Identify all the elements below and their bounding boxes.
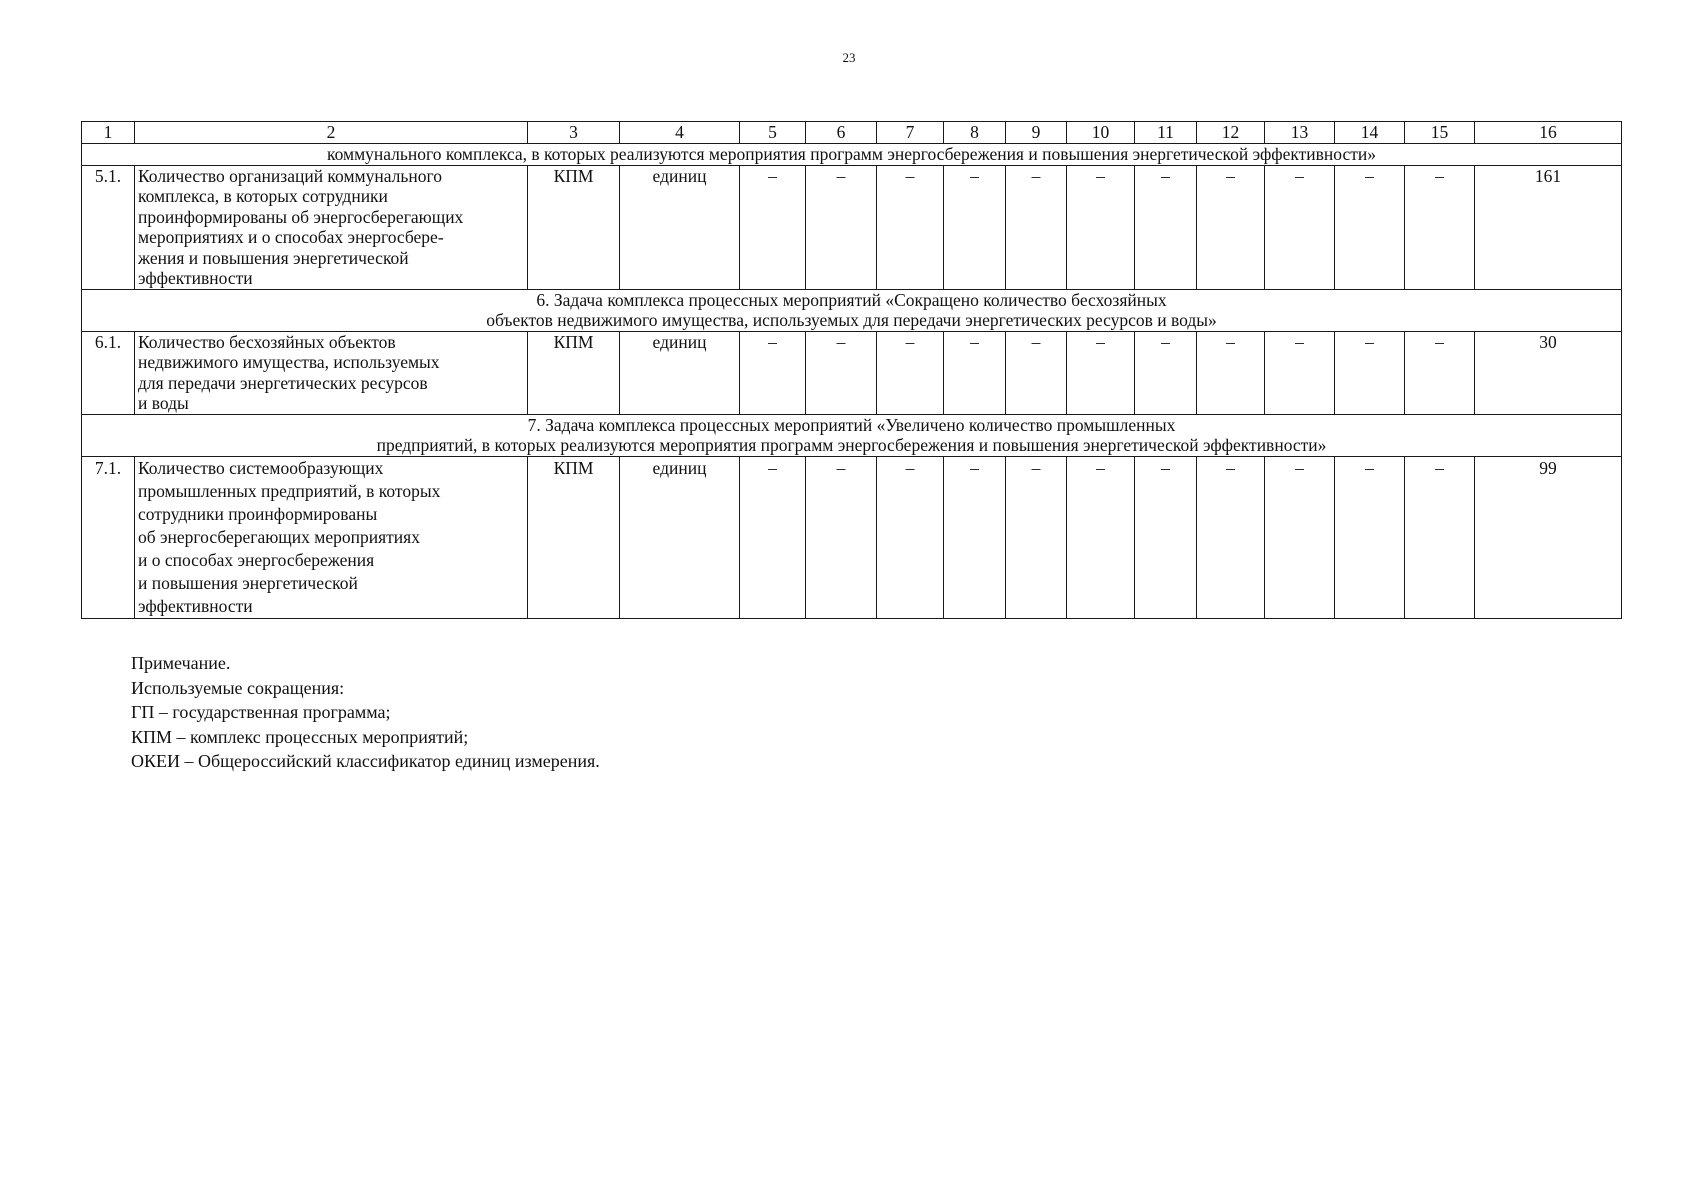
value-cell: – — [1405, 165, 1475, 289]
value-cell: – — [944, 165, 1006, 289]
final-value: 99 — [1475, 456, 1622, 618]
column-number: 13 — [1265, 122, 1335, 144]
indicator-name-line: эффективности — [138, 268, 253, 288]
table-row — [82, 165, 1622, 289]
value-cell: – — [740, 165, 806, 289]
notes-abbreviations-title: Используемые сокращения: — [131, 677, 345, 698]
value-cell: – — [1006, 456, 1067, 618]
section-title-line: объектов недвижимого имущества, используемых для передачи энергетических ресурсов и воды» — [486, 310, 1217, 330]
value-cell: – — [806, 165, 877, 289]
column-number: 2 — [135, 122, 528, 144]
value-cell: – — [877, 331, 944, 414]
table-row — [82, 456, 1622, 618]
column-number: 14 — [1335, 122, 1405, 144]
column-number: 12 — [1197, 122, 1265, 144]
row-number: 7.1. — [82, 456, 135, 618]
indicator-name-line: и повышения энергетической — [138, 572, 358, 593]
value-cell: – — [1197, 456, 1265, 618]
section-row-5 — [82, 144, 1622, 166]
section-title-line: 6. Задача комплекса процессных мероприятий «Сокращено количество бесхозяйных — [536, 289, 1167, 310]
row-number: 5.1. — [82, 165, 135, 289]
final-value: 30 — [1475, 331, 1622, 414]
column-number: 11 — [1135, 122, 1197, 144]
value-cell: – — [944, 331, 1006, 414]
section-title: коммунального комплекса, в которых реализуются мероприятия программ энергосбережения и повышения энергетической эффективности» — [82, 144, 1622, 166]
indicator-name-line: и воды — [138, 393, 189, 413]
unit-of-measure: единиц — [620, 331, 740, 414]
value-cell: – — [1135, 331, 1197, 414]
column-number: 7 — [877, 122, 944, 144]
value-cell: – — [740, 456, 806, 618]
section-title-line: предприятий, в которых реализуются мероприятия программ энергосбережения и повышения энергетической эффективности» — [376, 435, 1327, 455]
section-row-7 — [82, 414, 1622, 456]
table-row — [82, 331, 1622, 414]
section-title — [82, 289, 1622, 331]
value-cell: – — [1006, 331, 1067, 414]
value-cell: – — [1405, 331, 1475, 414]
column-number: 9 — [1006, 122, 1067, 144]
row-number: 6.1. — [82, 331, 135, 414]
unit-of-measure: единиц — [620, 456, 740, 618]
section-row-6 — [82, 289, 1622, 331]
notes-heading: Примечание. — [131, 653, 231, 673]
column-number: 1 — [82, 122, 135, 144]
value-cell: – — [877, 456, 944, 618]
value-cell: – — [1067, 331, 1135, 414]
table-header-row — [82, 122, 1622, 144]
indicator-name-line: об энергосберегающих мероприятиях — [138, 526, 420, 547]
column-number: 4 — [620, 122, 740, 144]
indicator-name-line: и о способах энергосбережения — [138, 549, 375, 570]
value-cell: – — [1197, 165, 1265, 289]
indicator-name-line: проинформированы об энергосберегающих — [138, 206, 464, 227]
notes-block — [131, 651, 600, 774]
indicator-name-line: промышленных предприятий, в которых — [138, 480, 441, 501]
indicator-name-line: комплекса, в которых сотрудники — [138, 186, 388, 206]
value-cell: – — [740, 331, 806, 414]
value-cell: – — [1135, 456, 1197, 618]
indicator-name — [135, 456, 528, 618]
value-cell: – — [1067, 165, 1135, 289]
value-cell: – — [1335, 165, 1405, 289]
column-number: 6 — [806, 122, 877, 144]
column-number: 15 — [1405, 122, 1475, 144]
value-cell: – — [877, 165, 944, 289]
final-value: 161 — [1475, 165, 1622, 289]
indicator-name-line: недвижимого имущества, используемых — [138, 352, 440, 372]
value-cell: – — [1405, 456, 1475, 618]
column-number: 10 — [1067, 122, 1135, 144]
indicator-name — [135, 165, 528, 289]
indicator-name-line: Количество бесхозяйных объектов — [138, 331, 396, 352]
indicator-name-line: эффективности — [138, 595, 253, 616]
value-cell: – — [1197, 331, 1265, 414]
column-number: 3 — [528, 122, 620, 144]
indicator-name-line: сотрудники проинформированы — [138, 503, 378, 524]
value-cell: – — [1067, 456, 1135, 618]
note-abbreviation: КПМ – комплекс процессных мероприятий; — [131, 726, 469, 747]
indicator-type: КПМ — [528, 331, 620, 414]
indicator-name-line: мероприятиях и о способах энергосбере- — [138, 227, 444, 247]
indicator-name-line: для передачи энергетических ресурсов — [138, 372, 428, 393]
section-title-line: 7. Задача комплекса процессных мероприятий «Увеличено количество промышленных — [527, 414, 1176, 435]
column-number: 16 — [1475, 122, 1622, 144]
value-cell: – — [1335, 456, 1405, 618]
indicator-type: КПМ — [528, 165, 620, 289]
page-number: 23 — [842, 50, 856, 65]
value-cell: – — [1006, 165, 1067, 289]
value-cell: – — [1265, 331, 1335, 414]
value-cell: – — [806, 331, 877, 414]
value-cell: – — [806, 456, 877, 618]
indicator-name-line: жения и повышения энергетической — [138, 247, 409, 268]
note-abbreviation: ОКЕИ – Общероссийский классификатор единиц измерения. — [131, 751, 600, 771]
indicator-name — [135, 331, 528, 414]
value-cell: – — [1335, 331, 1405, 414]
value-cell: – — [1135, 165, 1197, 289]
column-number: 8 — [944, 122, 1006, 144]
section-title — [82, 414, 1622, 456]
value-cell: – — [944, 456, 1006, 618]
value-cell: – — [1265, 456, 1335, 618]
indicator-name-line: Количество системообразующих — [138, 457, 384, 478]
value-cell: – — [1265, 165, 1335, 289]
indicator-name-line: Количество организаций коммунального — [138, 165, 442, 186]
note-abbreviation: ГП – государственная программа; — [131, 702, 391, 722]
indicator-type: КПМ — [528, 456, 620, 618]
indicators-table — [81, 121, 1622, 619]
column-number: 5 — [740, 122, 806, 144]
unit-of-measure: единиц — [620, 165, 740, 289]
